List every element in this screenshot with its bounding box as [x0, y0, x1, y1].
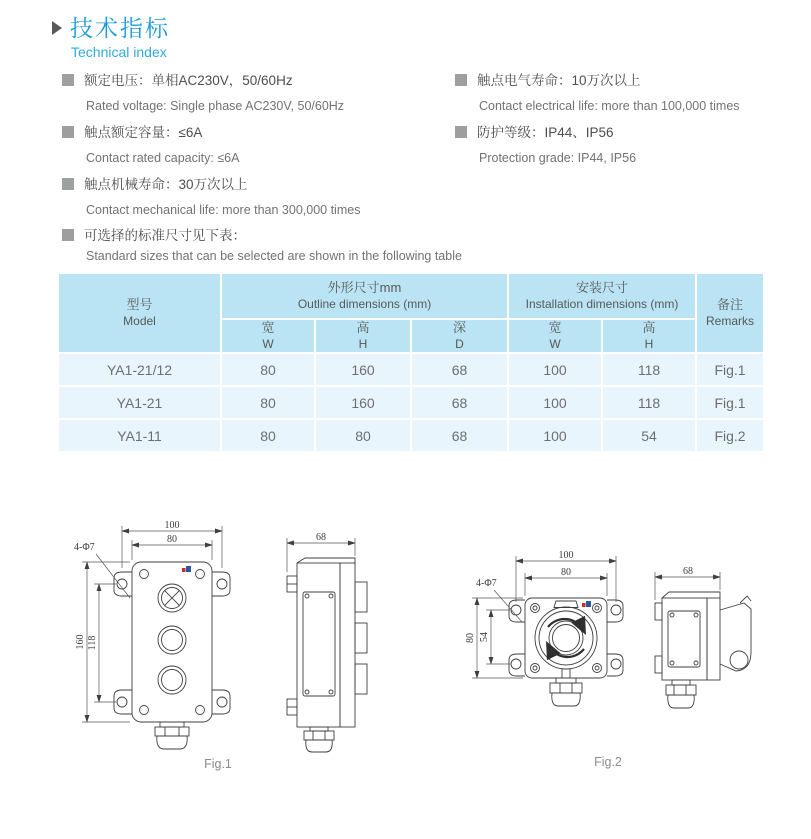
table-row [58, 353, 764, 386]
cell-h: 160 [315, 386, 411, 419]
table-note [62, 227, 462, 264]
cell-ih: 118 [602, 353, 696, 386]
remarks-header-zh: 备注 [716, 297, 743, 312]
dim-label-80: 80 [167, 534, 177, 545]
dim-label-100: 100 [164, 520, 180, 531]
cell-remark: Fig.2 [696, 419, 764, 452]
cell-w: 80 [221, 353, 315, 386]
col-header-w: 宽 W [221, 319, 315, 353]
install-header-zh: 安装尺寸 [575, 280, 628, 295]
spec-list-left [62, 72, 454, 228]
spec-item-en: Contact mechanical life: more than 300,000 times [86, 203, 361, 217]
spec-item-en: Rated voltage: Single phase AC230V, 50/60Hz [86, 99, 345, 113]
dim-label-118: 118 [87, 635, 98, 651]
fig1-drawing [70, 510, 380, 772]
bullet-square-icon [62, 74, 74, 86]
dim-label-100: 100 [558, 550, 574, 561]
spec-text: 触点机械寿命：30万次以上 [84, 177, 248, 192]
note-zh [62, 227, 462, 244]
note-en: Standard sizes that can be selected are shown in the following table [86, 249, 462, 263]
spec-item-zh [62, 124, 454, 141]
install-header-en: Installation dimensions (mm) [525, 297, 679, 311]
dim-label-holes: 4-Φ7 [74, 542, 95, 553]
spec-text: 触点电气寿命：10万次以上 [477, 73, 641, 88]
note-text: 可选择的标准尺寸见下表： [84, 228, 246, 243]
brand-logo [182, 566, 191, 572]
sizes-table [57, 272, 765, 453]
dim-label-depth: 68 [316, 532, 326, 543]
bullet-square-icon [62, 229, 74, 241]
cell-w: 80 [221, 419, 315, 452]
outline-header-en: Outline dimensions (mm) [297, 297, 432, 311]
spec-item-zh [455, 124, 805, 141]
spec-text: 防护等级：IP44、IP56 [477, 125, 614, 140]
bullet-square-icon [455, 74, 467, 86]
bullet-square-icon [455, 126, 467, 138]
cell-model: YA1-11 [58, 419, 221, 452]
dim-label-54: 54 [479, 632, 490, 642]
cell-ih: 118 [602, 386, 696, 419]
spec-text: 额定电压：单相AC230V，50/60Hz [84, 73, 293, 88]
spec-item-en: Contact rated capacity: ≤6A [86, 151, 240, 165]
spec-item-zh [62, 72, 454, 89]
dim-label-80: 80 [561, 567, 571, 578]
spec-text: 触点额定容量：≤6A [84, 125, 203, 140]
cell-ih: 54 [602, 419, 696, 452]
dim-label-height: 80 [465, 633, 476, 643]
col-header-d: 深 D [411, 319, 508, 353]
dim-label-160: 160 [75, 634, 86, 650]
col-header-outline [221, 273, 508, 319]
cell-remark: Fig.1 [696, 353, 764, 386]
cell-iw: 100 [508, 386, 602, 419]
dim-label-depth: 68 [683, 566, 693, 577]
cell-remark: Fig.1 [696, 386, 764, 419]
bullet-square-icon [62, 178, 74, 190]
col-header-iw: 宽 W [508, 319, 602, 353]
cell-w: 80 [221, 386, 315, 419]
col-header-h: 高 H [315, 319, 411, 353]
model-header-en: Model [123, 314, 156, 328]
fig1-label: Fig.1 [204, 757, 232, 771]
fig2-label: Fig.2 [594, 755, 622, 769]
cell-model: YA1-21 [58, 386, 221, 419]
cell-model: YA1-21/12 [58, 353, 221, 386]
brand-logo [582, 601, 591, 607]
cell-d: 68 [411, 419, 508, 452]
model-header-zh: 型号 [126, 297, 153, 312]
col-header-ih: 高 H [602, 319, 696, 353]
remarks-header-en: Remarks [705, 314, 754, 328]
col-header-install [508, 273, 696, 319]
spec-item-en: Contact electrical life: more than 100,000 times [479, 99, 740, 113]
cell-h: 160 [315, 353, 411, 386]
spec-list-right [455, 72, 805, 176]
cell-d: 68 [411, 353, 508, 386]
bullet-square-icon [62, 126, 74, 138]
table-row [58, 386, 764, 419]
col-header-model [58, 273, 221, 353]
cell-iw: 100 [508, 419, 602, 452]
dim-label-holes: 4-Φ7 [476, 578, 497, 589]
page-title: 技术指标 [70, 15, 170, 41]
page-subtitle: Technical index [71, 44, 167, 60]
section-arrow-icon [52, 21, 62, 35]
outline-header-zh: 外形尺寸mm [327, 280, 402, 295]
cell-h: 80 [315, 419, 411, 452]
fig2-drawing [460, 540, 780, 772]
table-header-row [58, 273, 764, 319]
spec-item-zh [455, 72, 805, 89]
col-header-remarks [696, 273, 764, 353]
cell-d: 68 [411, 386, 508, 419]
table-row [58, 419, 764, 452]
spec-item-zh [62, 176, 454, 193]
spec-item-en: Protection grade: IP44, IP56 [479, 151, 637, 165]
cell-iw: 100 [508, 353, 602, 386]
